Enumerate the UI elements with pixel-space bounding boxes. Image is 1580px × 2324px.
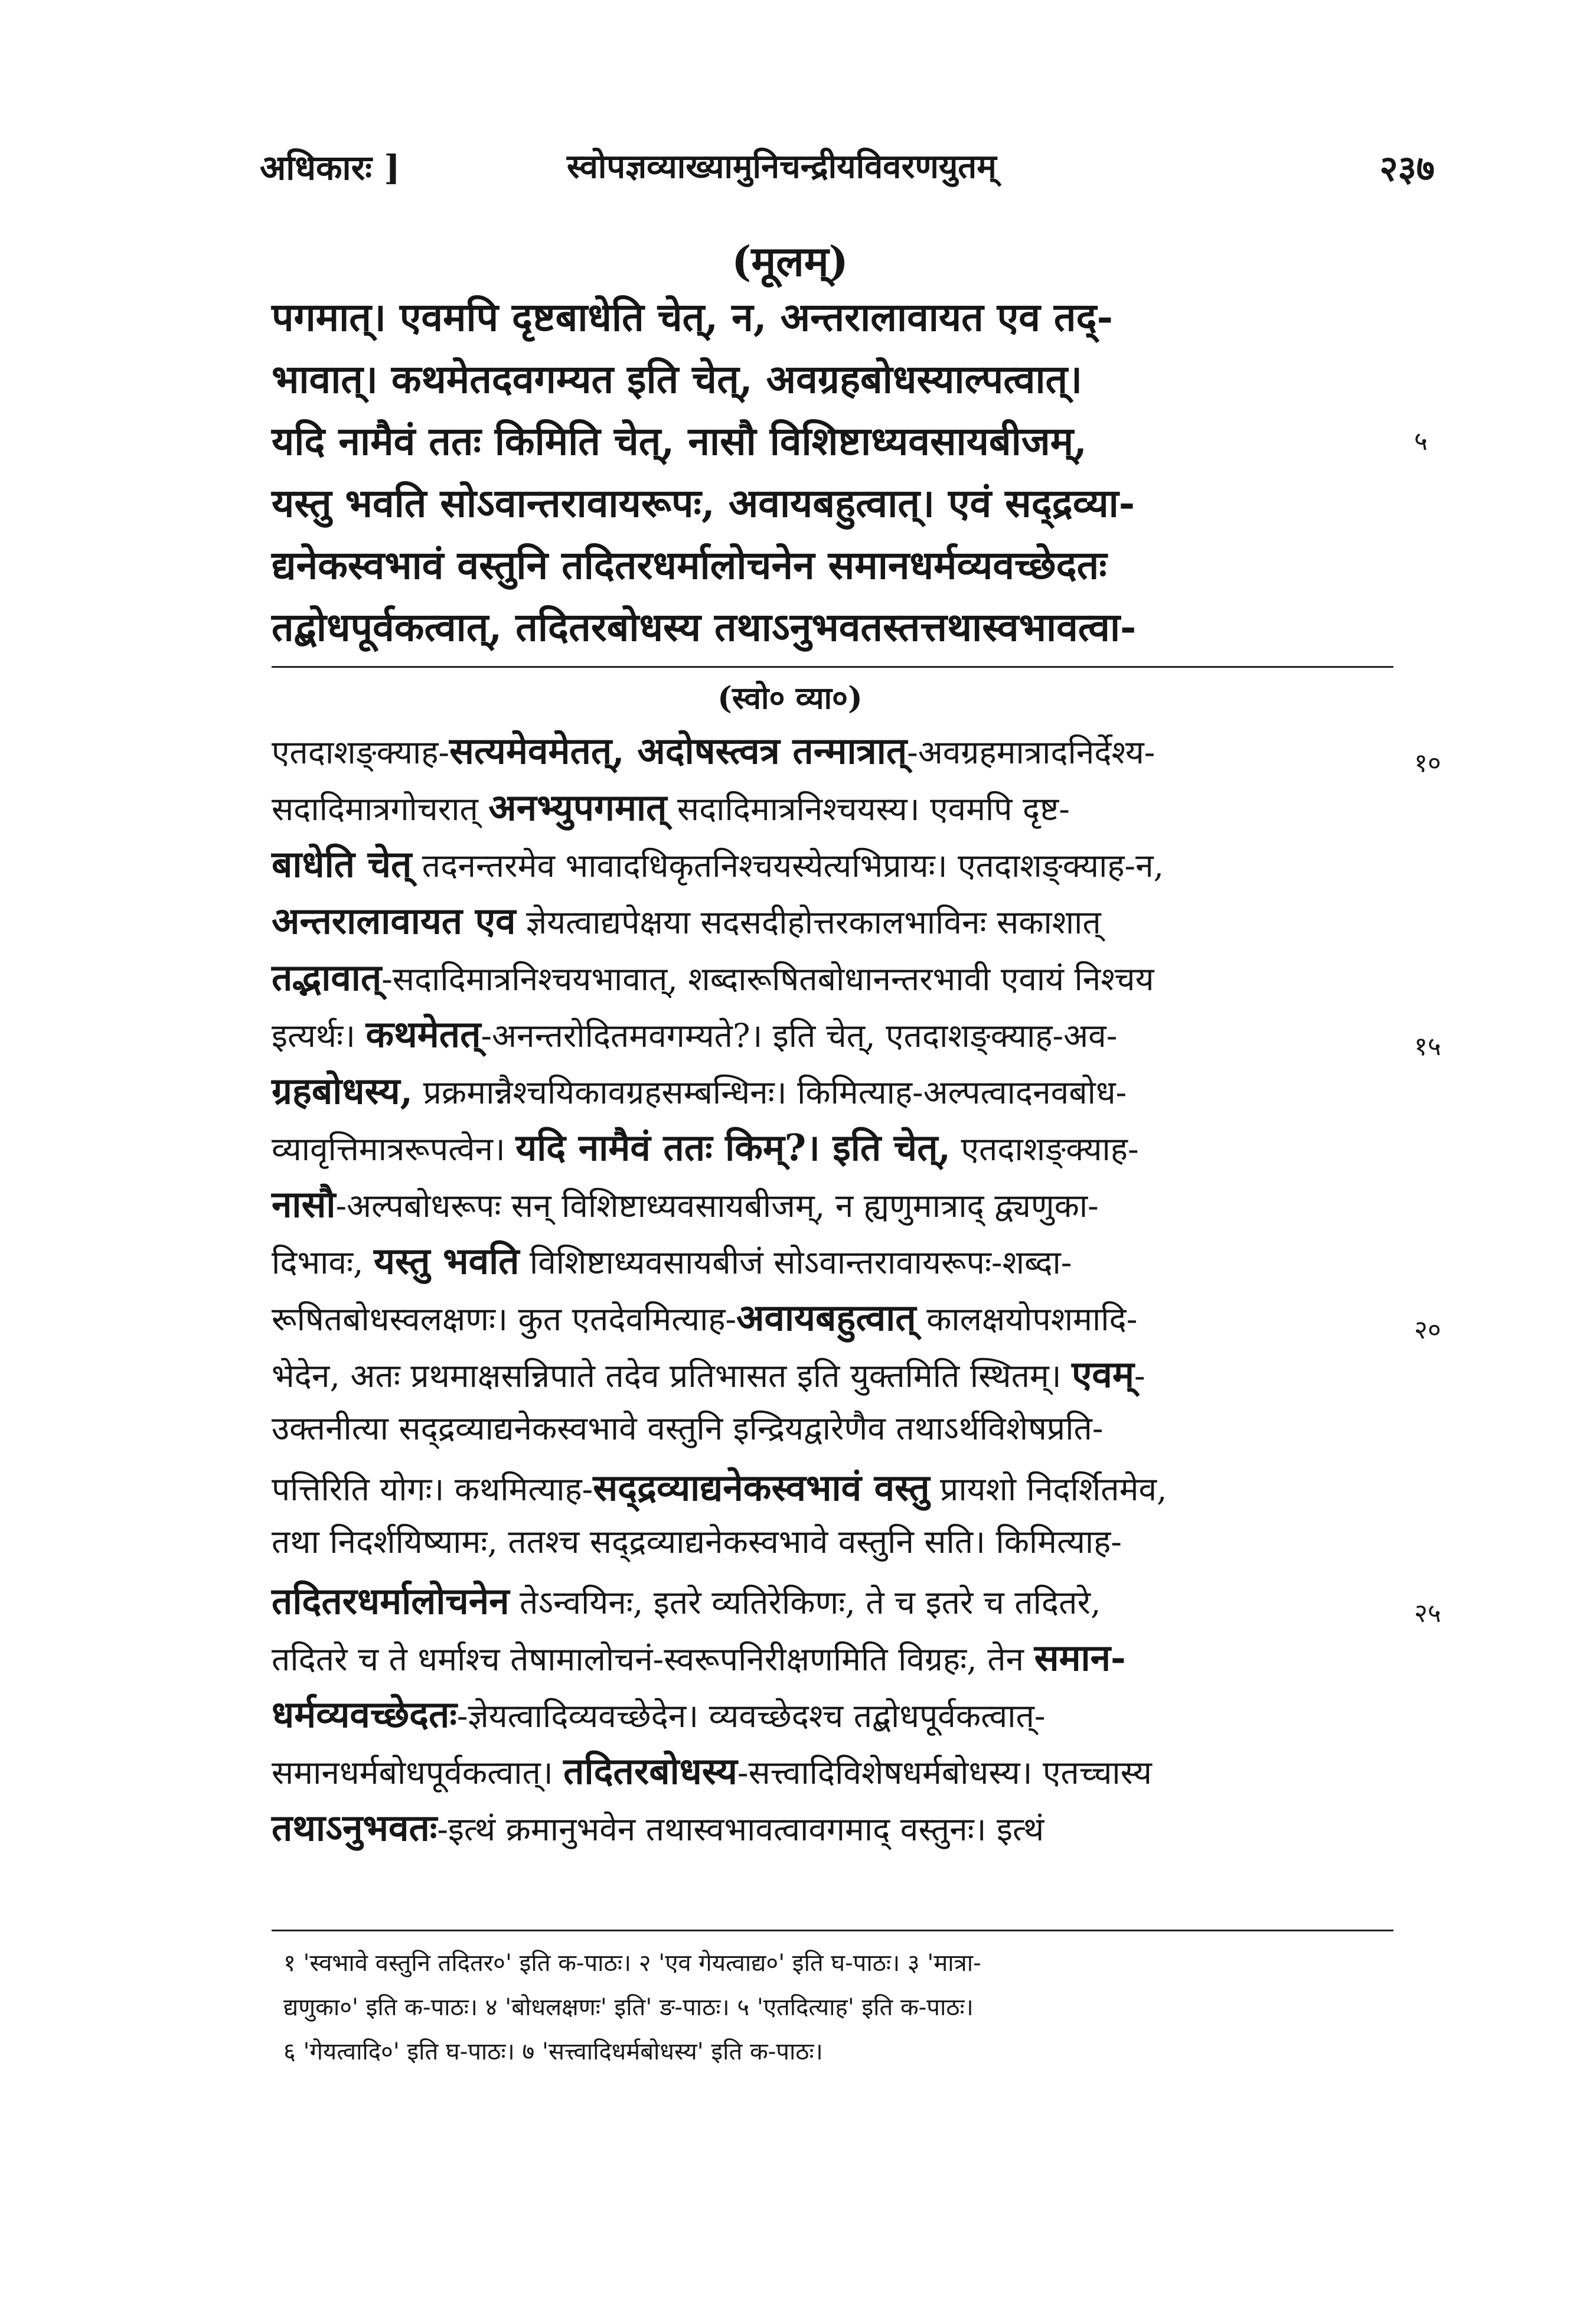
commentary-bold-text: यस्तु भवति: [374, 1239, 520, 1282]
commentary-bold-text: तथाऽनुभवतः: [272, 1806, 438, 1849]
commentary-text: प्रायशो निदर्शितमेव,: [929, 1470, 1167, 1508]
footnote-line: १ 'स्वभावे वस्तुनि तदितर०' इति क-पाठः। २ 'एव गेयत्वाद्य०' इति घ-पाठः। ३ 'मात्रा-: [283, 1950, 981, 1977]
commentary-bold-text: एवम्: [1072, 1353, 1134, 1396]
commentary-text: दिभावः,: [272, 1243, 374, 1281]
footnote-line: ६ 'गेयत्वादि०' इति घ-पाठः। ७ 'सत्त्वादिधर्मबोधस्य' इति क-पाठः।: [283, 2038, 823, 2065]
commentary-line: [272, 725, 1155, 775]
commentary-text: उक्तनीत्या सद्द्रव्याद्यनेकस्वभावे वस्तुनि इन्द्रियद्वारेणैव तथाऽर्थविशेषप्रति-: [272, 1409, 1104, 1447]
commentary-text: तथा निदर्शयिष्यामः, ततश्च सद्द्रव्याद्यनेकस्वभावे वस्तुनि सति। किमित्याह-: [272, 1523, 1122, 1561]
commentary-bold-text: यदि नामैवं ततः किम्?। इति चेत्,: [515, 1126, 951, 1169]
commentary-line: [272, 1519, 1122, 1563]
commentary-line: [272, 1405, 1103, 1450]
footnote-divider: [272, 1930, 1393, 1931]
commentary-bold-text: ग्रहबोधस्य,: [272, 1069, 413, 1112]
line-number-marker: १५: [1414, 1032, 1441, 1062]
commentary-text: -अल्पबोधरूपः सन् विशिष्टाध्यवसायबीजम्, न ह्यणुमात्राद् द्व्यणुका-: [335, 1187, 1099, 1225]
commentary-line: [272, 1292, 1137, 1341]
commentary-text: -अवग्रहमात्रादनिर्देश्य-: [907, 733, 1155, 771]
commentary-text: -सदादिमात्रनिश्चयभावात्, शब्दारूषितबोधानन्तरभावी एवायं निश्चय: [381, 960, 1154, 998]
commentary-text: इत्यर्थः।: [272, 1017, 366, 1055]
commentary-line: [272, 895, 1101, 945]
commentary-bold-text: तद्भावात्: [272, 956, 382, 999]
commentary-text: व्यावृत्तिमात्ररूपत्वेन।: [272, 1130, 516, 1168]
chapter-label: अधिकारः ]: [260, 148, 400, 188]
commentary-line: [272, 1179, 1099, 1228]
commentary-bold-text: अनभ्युपगमात्: [488, 786, 667, 829]
commentary-line: [272, 1802, 1044, 1852]
commentary-text: भेदेन, अतः प्रथमाक्षसन्निपाते तदेव प्रतिभासत इति युक्तमिति स्थितम्।: [272, 1357, 1072, 1395]
commentary-heading: (स्वो० व्या०): [717, 680, 863, 716]
running-header: [260, 143, 1435, 196]
mool-line: यस्तु भवति सोऽवान्तरावायरूपः, अवायबहुत्वात्। एवं सद्द्रव्या-: [272, 480, 1135, 526]
commentary-line: [272, 1745, 1152, 1795]
line-number-marker: २५: [1414, 1598, 1441, 1628]
mool-heading: (मूलम्): [732, 237, 848, 286]
footnote-line: द्यणुका०' इति क-पाठः। ४ 'बोधलक्षणः' इति' ङ-पाठः। ५ 'एतदित्याह' इति क-पाठः।: [283, 1994, 974, 2021]
commentary-line: [272, 1008, 1117, 1058]
commentary-bold-text: अवायबहुत्वात्: [736, 1296, 916, 1339]
commentary-bold-text: समान-: [1034, 1636, 1126, 1679]
commentary-text: सदादिमात्रगोचरात्: [272, 790, 489, 828]
commentary-bold-text: धर्मव्यवच्छेदतः: [272, 1693, 457, 1736]
page-number: २३७: [1379, 148, 1435, 190]
commentary-text: एतदाशङ्क्याह-: [951, 1130, 1139, 1168]
commentary-line: [272, 952, 1154, 1001]
commentary-line: [272, 1122, 1139, 1171]
commentary-text: सदादिमात्रनिश्चयस्य। एवमपि दृष्ट-: [667, 790, 1070, 828]
mool-line: भावात्। कथमेतदवगम्यत इति चेत्, अवग्रहबोधस्याल्पत्वात्।: [272, 356, 1083, 402]
commentary-text: -: [1134, 1357, 1145, 1395]
commentary-text: कालक्षयोपशमादि-: [916, 1300, 1138, 1338]
commentary-line: [272, 1689, 1045, 1738]
running-title: स्वोपज्ञव्याख्यामुनिचन्द्रीयविवरणयुतम्: [567, 147, 997, 186]
commentary-text: समानधर्मबोधपूर्वकत्वात्।: [272, 1754, 564, 1791]
commentary-bold-text: नासौ: [272, 1183, 336, 1226]
section-divider: [272, 666, 1393, 668]
mool-line: तद्बोधपूर्वकत्वात्, तदितरबोधस्य तथाऽनुभवतस्तत्तथास्वभावत्वा-: [272, 604, 1137, 650]
mool-line: पगमात्। एवमपि दृष्टबाधेति चेत्, न, अन्तरालावायत एव तद्-: [272, 294, 1113, 340]
commentary-line: [272, 782, 1070, 831]
commentary-line: [272, 1065, 1127, 1115]
commentary-line: [272, 1462, 1167, 1512]
commentary-text: ज्ञेयत्वाद्यपेक्षया सदसदीहोत्तरकालभाविनः सकाशात्: [515, 903, 1101, 941]
mool-line: द्यनेकस्वभावं वस्तुनि तदितरधर्मालोचनेन समानधर्मव्यवच्छेदतः: [272, 542, 1107, 588]
commentary-text: तदनन्तरमेव भावादधिकृतनिश्चयस्येत्यभिप्रायः। एतदाशङ्क्याह-न,: [412, 847, 1164, 884]
commentary-text: तेऽन्वयिनः, इतरे व्यतिरेकिणः, ते च इतरे च तदितरे,: [509, 1584, 1101, 1621]
commentary-text: प्रक्रमान्नैश्चयिकावग्रहसम्बन्धिनः। किमित्याह-अल्पत्वादनवबोध-: [413, 1073, 1127, 1111]
line-number-marker: ५: [1414, 426, 1428, 456]
commentary-line: [272, 1632, 1126, 1682]
mool-line: यदि नामैवं ततः किमिति चेत्, नासौ विशिष्टाध्यवसायबीजम्,: [272, 418, 1088, 464]
commentary-bold-text: तदितरधर्मालोचनेन: [272, 1579, 510, 1623]
commentary-bold-text: सत्यमेवमेतत्, अदोषस्त्वत्र तन्मात्रात्: [449, 729, 907, 772]
commentary-text: -सत्त्वादिविशेषधर्मबोधस्य। एतच्चास्य: [737, 1754, 1152, 1791]
commentary-line: [272, 1575, 1101, 1625]
commentary-line: [272, 1235, 1072, 1285]
commentary-bold-text: बाधेति चेत्: [272, 843, 412, 886]
commentary-text: पत्तिरिति योगः। कथमित्याह-: [272, 1470, 593, 1508]
commentary-text: विशिष्टाध्यवसायबीजं सोऽवान्तरावायरूपः-शब्दा-: [519, 1243, 1072, 1281]
commentary-bold-text: कथमेतत्: [365, 1013, 481, 1056]
commentary-line: [272, 838, 1164, 888]
commentary-bold-text: सद्द्रव्याद्यनेकस्वभावं वस्तु: [593, 1466, 930, 1509]
line-number-marker: १०: [1414, 748, 1441, 778]
commentary-text: -ज्ञेयत्वादिव्यवच्छेदेन। व्यवच्छेदश्च तद्बोधपूर्वकत्वात्-: [456, 1697, 1046, 1735]
commentary-bold-text: अन्तरालावायत एव: [272, 899, 516, 942]
commentary-text: -इत्थं क्रमानुभवेन तथास्वभावत्वावगमाद् वस्तुनः। इत्थं: [437, 1810, 1044, 1848]
commentary-text: तदितरे च ते धर्माश्च तेषामालोचनं-स्वरूपनिरीक्षणमिति विग्रहः, तेन: [272, 1640, 1034, 1678]
line-number-marker: २०: [1414, 1315, 1441, 1345]
commentary-bold-text: तदितरबोधस्य: [563, 1749, 737, 1793]
commentary-text: रूषितबोधस्वलक्षणः। कुत एतदेवमित्याह-: [272, 1300, 737, 1338]
commentary-text: एतदाशङ्क्याह-: [272, 733, 450, 771]
commentary-line: [272, 1349, 1145, 1398]
commentary-text: -अनन्तरोदितमवगम्यते?। इति चेत्, एतदाशङ्क्याह-अव-: [481, 1017, 1118, 1055]
